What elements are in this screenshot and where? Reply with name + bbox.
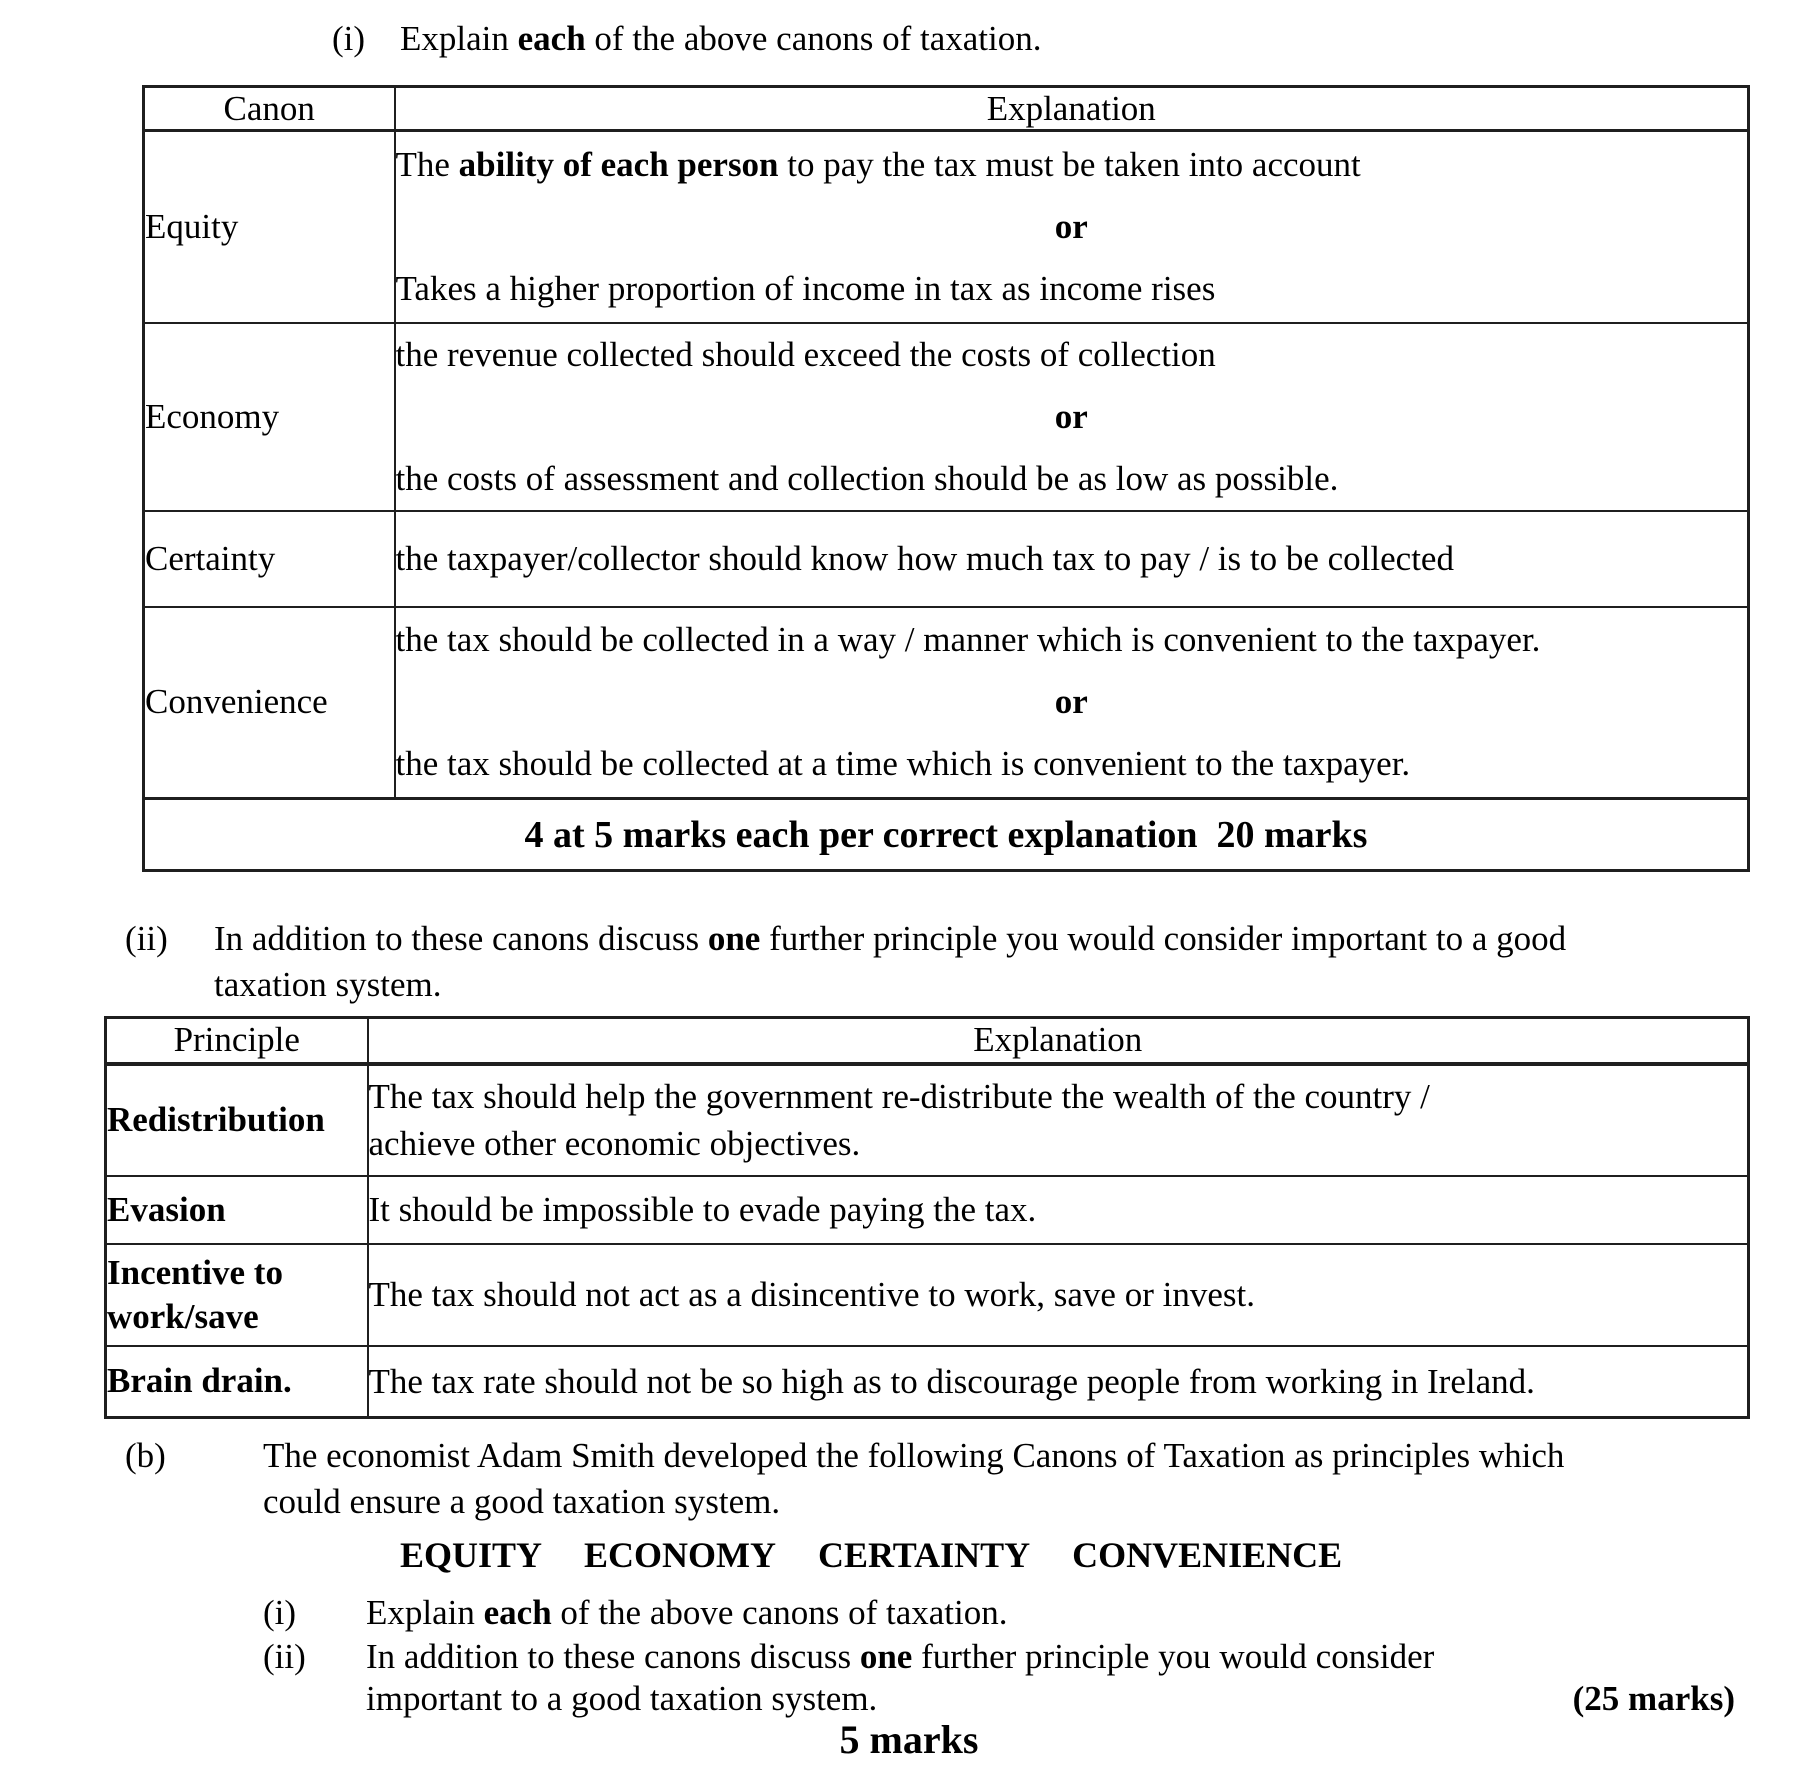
equity-line2: Takes a higher proportion of income in tax as income rises — [395, 268, 1216, 308]
question-ii-number: (ii) — [125, 919, 168, 958]
economy-line2: the costs of assessment and collection should be as low as possible. — [395, 458, 1339, 498]
canon-header-cell: Canon — [144, 87, 395, 131]
part-b-sub-ii-number: (ii) — [263, 1637, 306, 1676]
incentive-label-line1: Incentive to — [107, 1252, 283, 1292]
equity-line1-post: to pay the tax must be taken into account — [778, 144, 1361, 184]
part-b-sub-ii-text-line2: important to a good taxation system. — [366, 1679, 878, 1718]
redistribution-line2: achieve other economic objectives. — [368, 1124, 861, 1163]
incentive-explanation — [368, 1244, 1749, 1346]
redistribution-label: Redistribution — [106, 1064, 368, 1176]
principle-table-header-row — [106, 1018, 1749, 1064]
redistribution-explanation — [368, 1064, 1749, 1176]
table-row-equity — [144, 131, 1749, 323]
part-b-number: (b) — [125, 1436, 166, 1475]
part-b-sub-ii-post: further principle you would consider — [912, 1637, 1435, 1676]
question-ii-line — [125, 916, 1818, 1008]
part-b-sub-ii-line2 — [366, 1679, 1735, 1719]
part-b-sub-ii-text — [366, 1635, 1818, 1679]
equity-line1-bold: ability of each person — [458, 144, 779, 184]
table-row-convenience — [144, 607, 1749, 799]
brain-drain-text: The tax rate should not be so high as to discourage people from working in Ireland. — [368, 1361, 1535, 1401]
certainty-explanation — [395, 511, 1749, 607]
canon-economy: ECONOMY — [584, 1535, 777, 1575]
evasion-explanation — [368, 1176, 1749, 1244]
question-ii-text-post: further principle you would consider important to a good — [760, 919, 1567, 958]
part-b-sub-ii-bold: one — [859, 1637, 913, 1676]
five-marks-label: 5 marks — [839, 1717, 979, 1762]
question-i-line — [332, 16, 1818, 62]
equity-or: or — [1054, 206, 1088, 246]
equity-explanation — [395, 131, 1749, 323]
principle-table — [104, 1016, 1750, 1419]
part-b-sub-ii-line — [263, 1635, 1818, 1679]
canon-convenience: CONVENIENCE — [1072, 1535, 1343, 1575]
economy-label: Economy — [144, 323, 395, 511]
part-b-text-line2: could ensure a good taxation system. — [263, 1482, 781, 1521]
economy-explanation — [395, 323, 1749, 511]
canon-table-marks-text: 4 at 5 marks each per correct explanation 20 marks — [144, 799, 1749, 871]
part-b-sub-ii-pre: In addition to these canons discuss — [366, 1637, 860, 1676]
table-row-marks-footer — [144, 799, 1749, 871]
certainty-line1: the taxpayer/collector should know how much tax to pay / is to be collected — [395, 538, 1454, 578]
equity-line1 — [396, 134, 1748, 196]
explanation-header-cell: Explanation — [395, 87, 1749, 131]
question-i-text-pre: Explain — [400, 19, 518, 58]
part-b-sub-i-line — [263, 1591, 1818, 1635]
table-row-evasion — [106, 1176, 1749, 1244]
convenience-line1: the tax should be collected in a way / manner which is convenient to the taxpayer. — [395, 620, 1541, 660]
convenience-explanation — [395, 607, 1749, 799]
evasion-label: Evasion — [106, 1176, 368, 1244]
question-i-text — [400, 16, 1818, 62]
table-row-redistribution — [106, 1064, 1749, 1176]
question-ii-text — [214, 916, 1818, 1008]
convenience-line2: the tax should be collected at a time which is convenient to the taxpayer. — [395, 744, 1411, 784]
question-ii-text-pre: In addition to these canons discuss — [214, 919, 708, 958]
convenience-or: or — [1054, 682, 1088, 722]
part-b-sub-i-text — [366, 1591, 1818, 1635]
question-i-text-post: of the above canons of taxation. — [585, 19, 1042, 58]
table-row-certainty — [144, 511, 1749, 607]
brain-drain-label: Brain drain. — [106, 1346, 368, 1418]
canon-table-header-row — [144, 87, 1749, 131]
equity-label: Equity — [144, 131, 395, 323]
question-i-number: (i) — [332, 19, 366, 58]
economy-line1: the revenue collected should exceed the costs of collection — [395, 334, 1216, 374]
total-marks-label: (25 marks) — [1572, 1679, 1735, 1718]
table-row-economy — [144, 323, 1749, 511]
canon-certainty: CERTAINTY — [818, 1535, 1031, 1575]
canons-list — [400, 1535, 1818, 1575]
canon-equity: EQUITY — [400, 1535, 543, 1575]
part-b-sub-i-pre: Explain — [366, 1593, 484, 1632]
incentive-label — [106, 1244, 368, 1346]
question-ii-text-line2: taxation system. — [214, 965, 442, 1004]
canon-table — [142, 85, 1750, 872]
evasion-text: It should be impossible to evade paying the tax. — [368, 1190, 1037, 1229]
incentive-label-line2: work/save — [107, 1296, 259, 1336]
part-b-sub-i-bold: each — [483, 1593, 552, 1632]
convenience-label: Convenience — [144, 607, 395, 799]
part-b-text — [263, 1433, 1818, 1525]
principle-explanation-header-cell: Explanation — [368, 1018, 1749, 1064]
question-i-text-bold: each — [517, 19, 586, 58]
principle-header-cell: Principle — [106, 1018, 368, 1064]
redistribution-line1: The tax should help the government re-distribute the wealth of the country / — [368, 1077, 1430, 1116]
part-b-line — [125, 1433, 1818, 1525]
certainty-label: Certainty — [144, 511, 395, 607]
part-b-sub-i-post: of the above canons of taxation. — [551, 1593, 1008, 1632]
economy-or: or — [1054, 396, 1088, 436]
question-ii-text-bold: one — [707, 919, 761, 958]
part-b-section — [0, 1433, 1818, 1762]
equity-line1-pre: The — [395, 144, 459, 184]
table-row-incentive — [106, 1244, 1749, 1346]
incentive-text: The tax should not act as a disincentive to work, save or invest. — [368, 1275, 1255, 1314]
part-b-text-line1: The economist Adam Smith developed the following Canons of Taxation as principles which — [263, 1436, 1565, 1475]
table-row-brain-drain — [106, 1346, 1749, 1418]
brain-drain-explanation — [368, 1346, 1749, 1418]
part-b-sub-i-number: (i) — [263, 1593, 297, 1632]
